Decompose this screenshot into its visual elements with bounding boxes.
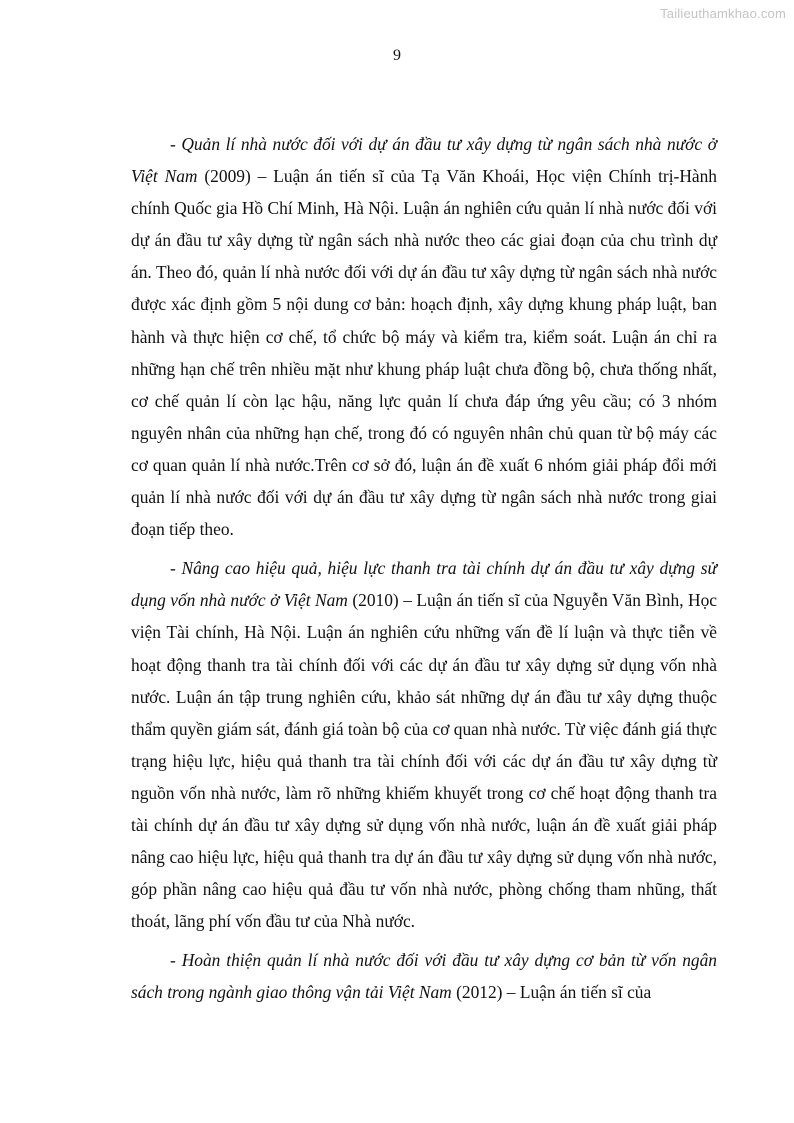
paragraph-prefix: - <box>170 134 182 154</box>
paragraph-thesis-3 <box>131 944 717 1008</box>
paragraph-prefix: - <box>170 950 182 971</box>
paragraph-body: (2012) – Luận án tiến sĩ của <box>451 982 652 1003</box>
paragraph-thesis-1 <box>131 128 717 545</box>
page-number: 9 <box>393 47 401 64</box>
thesis-title: Hoàn thiện quản lí nhà nước đối với đầu tư xây dựng cơ bản từ vốn ngân sách trong ngành giao thông vận tải Việt Nam <box>131 950 717 1003</box>
paragraph-body: (2009) – Luận án tiến sĩ của Tạ Văn Khoái, Học viện Chính trị-Hành chính Quốc gia Hồ Chí Minh, Hà Nội. Luận án nghiên cứu quản lí nhà nước đối với dự án đầu tư xây dựng từ ngân sách nhà nước theo các giai đoạn của chu trình dự án. Theo đó, quản lí nhà nước đối với dự án đầu tư xây dựng từ ngân sách nhà nước được xác định gồm 5 nội dung cơ bản: hoạch định, xây dựng khung pháp luật, ban hành và thực hiện cơ chế, tổ chức bộ máy và kiểm tra, kiểm soát. Luận án chỉ ra những hạn chế trên nhiều mặt như khung pháp luật chưa đồng bộ, chưa thống nhất, cơ chế quản lí còn lạc hậu, năng lực quản lí chưa đáp ứng yêu cầu; có 3 nhóm nguyên nhân của những hạn chế, trong đó có nguyên nhân chủ quan từ bộ máy các cơ quan quản lí nhà nước.Trên cơ sở đó, luận án đề xuất 6 nhóm giải pháp đổi mới quản lí nhà nước đối với dự án đầu tư xây dựng từ ngân sách nhà nước trong giai đoạn tiếp theo. <box>131 166 718 540</box>
paragraph-thesis-2 <box>131 552 717 937</box>
thesis-title: Quản lí nhà nước đối với dự án đầu tư xây dựng từ ngân sách nhà nước ở Việt Nam <box>131 134 717 187</box>
document-body <box>131 128 717 1016</box>
watermark: Tailieuthamkhao.com <box>660 6 786 21</box>
paragraph-prefix: - <box>170 558 182 579</box>
paragraph-body: (2010) – Luận án tiến sĩ của Nguyễn Văn Bình, Học viện Tài chính, Hà Nội. Luận án nghiên cứu những vấn đề lí luận và thực tiễn về hoạt động thanh tra tài chính đối với các dự án đầu tư xây dựng sử dụng vốn nhà nước. Luận án tập trung nghiên cứu, khảo sát những dự án đầu tư xây dựng thuộc thẩm quyền giám sát, đánh giá toàn bộ của cơ quan nhà nước. Từ việc đánh giá thực trạng hiệu lực, hiệu quả thanh tra tài chính đối với các dự án đầu tư xây dựng từ nguồn vốn nhà nước, làm rõ những khiếm khuyết trong cơ chế hoạt động thanh tra tài chính dự án đầu tư xây dựng sử dụng vốn nhà nước, luận án đề xuất giải pháp nâng cao hiệu lực, hiệu quả thanh tra dự án đầu tư xây dựng sử dụng vốn nhà nước, góp phần nâng cao hiệu quả đầu tư vốn nhà nước, phòng chống tham nhũng, thất thoát, lãng phí vốn đầu tư của Nhà nước. <box>131 590 718 932</box>
thesis-title: Nâng cao hiệu quả, hiệu lực thanh tra tài chính dự án đầu tư xây dựng sử dụng vốn nhà nước ở Việt Nam <box>131 558 717 611</box>
